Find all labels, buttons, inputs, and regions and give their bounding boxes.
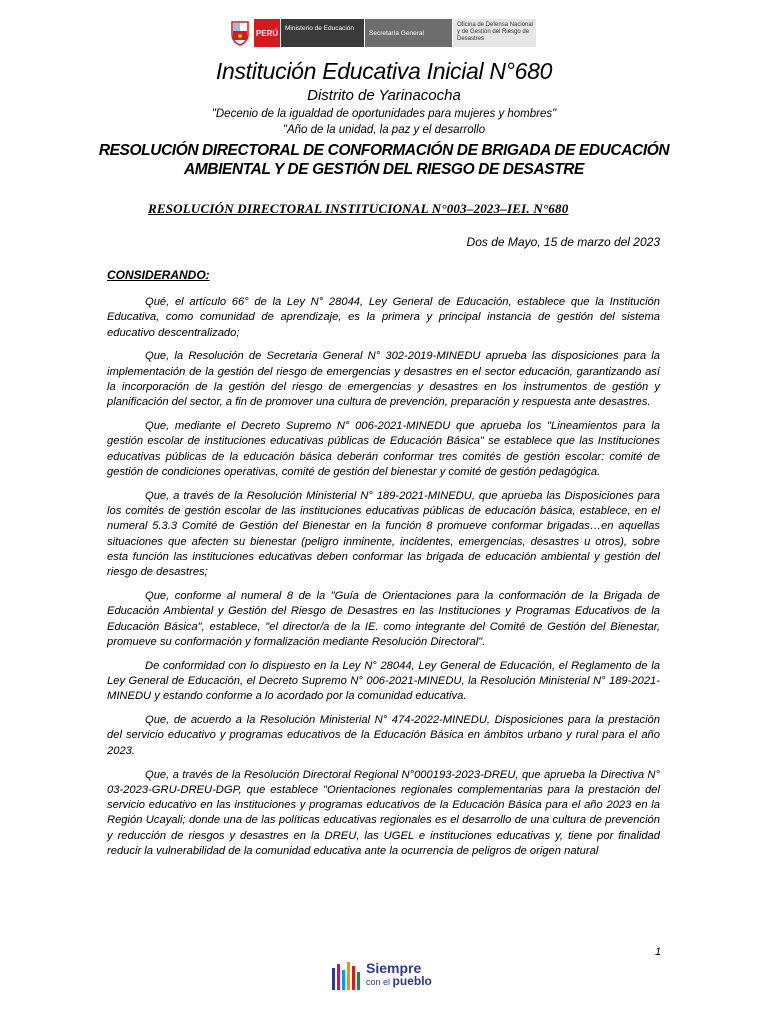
decenio-motto: "Decenio de la igualdad de oportunidades para mujeres y hombres" (211, 108, 557, 120)
document-date: Dos de Mayo, 15 de marzo del 2023 (466, 235, 660, 249)
siempre-con-el-pueblo-logo (332, 960, 432, 990)
pueblo-text: pueblo (392, 973, 432, 988)
year-motto: "Año de la unidad, la paz y el desarrollo (282, 124, 486, 136)
resolution-number: RESOLUCIÓN DIRECTORAL INSTITUCIONAL N°003–2023–IEI. N°680 (148, 201, 569, 216)
paragraph: De conformidad con lo dispuesto en la Ley N° 28044, Ley General de Educación, el Reglamento de la Ley General de Educación, el Decreto Supremo N° 006-2021-MINEDU, la Resolución Ministerial N° 189-2021-MINEDU y estando conforme a lo acordado por la comunidad educativa. (107, 659, 660, 703)
secretaria-label: Secretaría General (364, 19, 452, 47)
paragraph: Que, conforme al numeral 8 de la "Guía de Orientaciones para la conformación de la Brigada de Educación Ambiental y Gestión del Riesgo de Desastres en las Instituciones y Programas Educativos de la Educación Básica", establece, "el director/a de la IE. como integrante del Comité de Gestión del Bienestar, promueve su conformación y formalización mediante Resolución Directoral". (107, 590, 660, 648)
siempre-text: Siempre (366, 959, 422, 976)
paragraph: Que, de acuerdo a la Resolución Ministerial N° 474-2022-MINEDU, Disposiciones para la prestación del servicio educativo y programas educativos de la Educación Básica en ámbitos urbano y rural para el año 2023. (107, 714, 660, 757)
paragraph: Qué, el artículo 66° de la Ley N° 28044, Ley General de Educación, establece que la Institución Educativa, como comunidad de aprendizaje, es la primera y principal instancia de gestión del sistema educativo descentralizado; (107, 296, 660, 339)
paragraph: Que, la Resolución de Secretaria General N° 302-2019-MINEDU aprueba las disposiciones para la implementación de la gestión del riesgo de emergencias y desastres en el sector educación, garantizando así la incorporación de la gestión del riesgo de emergencias y desastres en los instrumentos de gestión y planificación del sector, a fin de promover una cultura de prevención, preparación y respuesta ante desastres. (107, 350, 660, 409)
oficina-label: Oficina de Defensa Nacional y de Gestión del Riesgo de Desastres (452, 19, 536, 47)
considerando-heading: CONSIDERANDO: (107, 268, 210, 282)
resolution-heading-line1: RESOLUCIÓN DIRECTORAL DE CONFORMACIÓN DE BRIGADA DE EDUCACIÓN (98, 142, 670, 159)
resolution-heading (0, 141, 768, 179)
peru-coat-of-arms-icon (229, 19, 251, 47)
paragraph: Que, a través de la Resolución Directoral Regional N°000193-2023-DREU, que aprueba la Directiva N° 03-2023-GRU-DREU-DGP, que establece "Orientaciones regionales complementarias para la prestación del servicio educativo en las instituciones y programas educativos de la Educación Básica para el año 2023 en la Región Ucayali; donde una de las políticas educativas regionales es el desarrollo de una cultura de prevención y reducción de riesgos y desastres en la DREU, las UGEL e instituciones educativas y, tiene por finalidad reducir la vulnerabilidad de la comunidad educativa ante la ocurrencia de peligros de origen natural (107, 768, 660, 857)
resolution-heading-line2: AMBIENTAL Y DE GESTIÓN DEL RIESGO DE DESASTRE (184, 161, 584, 178)
con-el-text: con el (366, 976, 391, 987)
ministerio-label: Ministerio de Educación (280, 19, 364, 47)
institution-title: Institución Educativa Inicial N°680 (215, 58, 553, 84)
district-subtitle: Distrito de Yarinacocha (307, 87, 461, 104)
paragraph: Que, mediante el Decreto Supremo N° 006-2021-MINEDU que aprueba los "Lineamientos para la gestión escolar de instituciones educativas públicas de Educación Básica" se establece que las Instituciones educativas públicas de la educación básica deberán conformar tres comités de gestión escolar: comité de gestión de condiciones operativas, comité de gestión del bienestar y comité de gestión pedagógica. (107, 420, 660, 478)
government-logo-strip (229, 19, 536, 47)
peru-label: PERÚ (254, 19, 280, 47)
page-number: 1 (655, 946, 662, 958)
document-body (107, 295, 660, 868)
paragraph: Que, a través de la Resolución Ministerial N° 189-2021-MINEDU, que aprueba las Disposiciones para los comités de gestión escolar de las instituciones educativas públicas de educación básica, establece, en el numeral 5.3.3 Comité de Gestión del Bienestar en la función 8 promueve conformar brigadas…en aquellas situaciones que afecten su bienestar (peligro inminente, incidentes, emergencias, desastres u otros), sobre esta función las instituciones educativas deben conformar las brigada de educación ambiental y gestión del riesgo de desastres; (107, 489, 660, 579)
colored-bars-icon (332, 960, 362, 990)
